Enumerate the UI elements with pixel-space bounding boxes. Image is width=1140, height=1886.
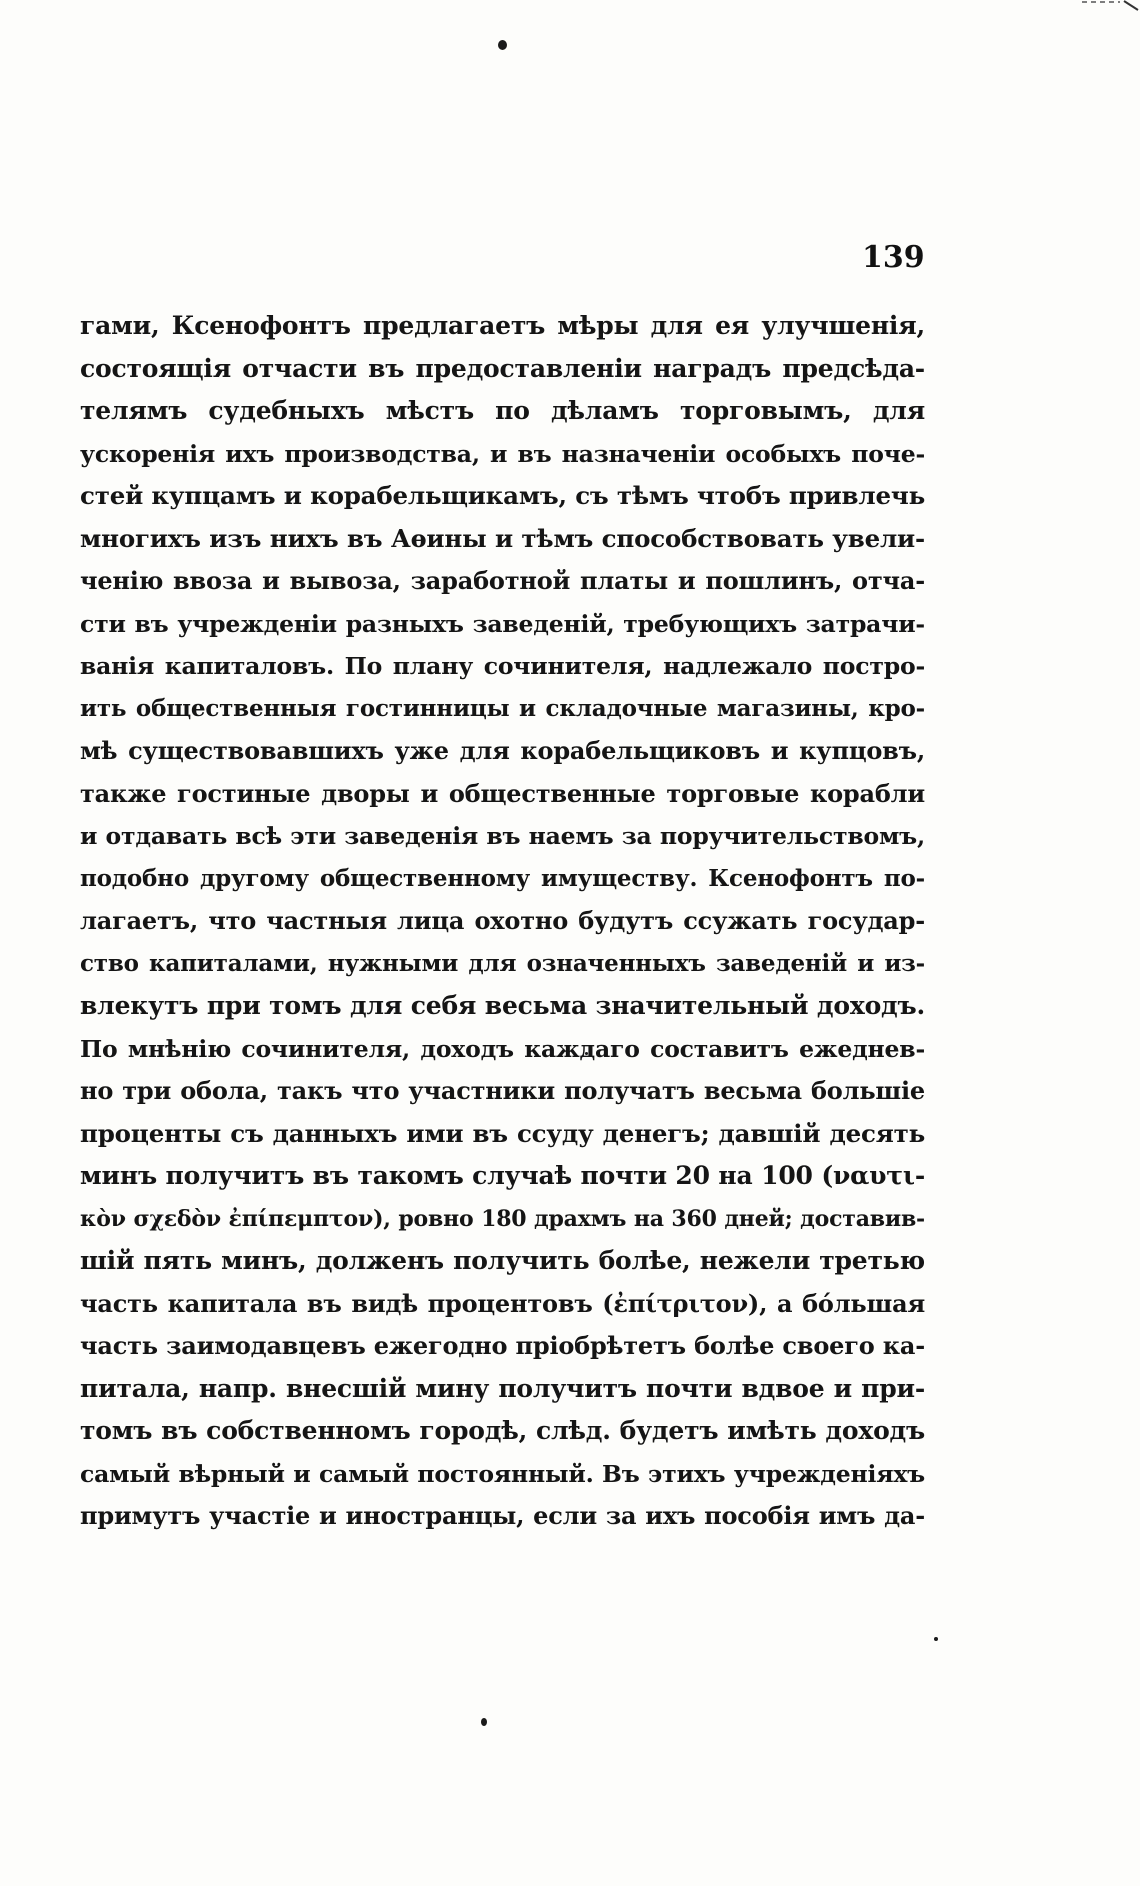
text-line: примутъ участіе и иностранцы, если за ихъ пособія имъ да- — [80, 1501, 925, 1530]
text-line: томъ въ собственномъ городѣ, слѣд. будетъ имѣть доходъ — [80, 1416, 925, 1445]
text-line: лагаетъ, что частныя лица охотно будутъ ссужать государ- — [80, 906, 925, 935]
text-line: многихъ изъ нихъ въ Аѳины и тѣмъ способствовать увели- — [80, 523, 925, 553]
text-line: питала, напр. внесшій мину получитъ почти вдвое и при- — [80, 1373, 925, 1403]
text-line: и отдавать всѣ эти заведенія въ наемъ за поручительствомъ, — [80, 822, 925, 850]
text-line: минъ получитъ въ такомъ случаѣ почти 20 на 100 (ναυτι- — [80, 1161, 925, 1190]
text-line: самый вѣрный и самый постоянный. Въ этихъ учрежденіяхъ — [80, 1459, 925, 1488]
ink-speck-bottom — [481, 1718, 487, 1726]
ink-speck-top — [498, 40, 507, 50]
text-line: ускоренія ихъ производства, и въ назначеніи особыхъ поче- — [80, 439, 925, 468]
text-line: стей купцамъ и корабельщикамъ, съ тѣмъ чтобъ привлечь — [80, 481, 925, 510]
ink-speck-right-bottom — [934, 1637, 938, 1641]
scan-edge-mark — [1080, 0, 1140, 14]
text-line: шій пять минъ, долженъ получить болѣе, нежели третью — [80, 1246, 925, 1275]
text-line: но три обола, такъ что участники получатъ весьма большіе — [80, 1076, 925, 1105]
text-line: ить общественныя гостинницы и складочные магазины, кро- — [80, 694, 925, 722]
body-text — [80, 305, 925, 1538]
text-line: мѣ существовавшихъ уже для корабельщиковъ и купцовъ, — [80, 736, 925, 765]
text-line: подобно другому общественному имуществу. Ксенофонтъ по- — [80, 864, 925, 892]
text-line: ство капиталами, нужными для означенныхъ заведеній и из- — [80, 949, 925, 977]
text-line: влекутъ при томъ для себя весьма значительный доходъ. — [80, 991, 925, 1020]
text-line: состоящія отчасти въ предоставленіи наградъ предсѣда- — [80, 353, 925, 383]
text-line: сти въ учрежденіи разныхъ заведеній, требующихъ затрачи- — [80, 609, 925, 638]
text-line: телямъ судебныхъ мѣстъ по дѣламъ торговымъ, для — [80, 396, 925, 425]
text-line: гами, Ксенофонтъ предлагаетъ мѣры для ея улучшенія, — [80, 311, 925, 340]
page-number: 139 — [862, 240, 925, 275]
text-line: По мнѣнію сочинителя, доходъ каждаго составитъ ежеднев- — [80, 1034, 925, 1063]
text-line: ванія капиталовъ. По плану сочинителя, надлежало постро- — [80, 652, 925, 680]
text-line: также гостиные дворы и общественные торговые корабли — [80, 778, 925, 808]
text-line: часть заимодавцевъ ежегодно пріобрѣтетъ болѣе своего ка- — [80, 1331, 925, 1360]
text-line: ченію ввоза и вывоза, заработной платы и пошлинъ, отча- — [80, 566, 925, 595]
text-line: κὸν σχεδὸν ἐπίπεμπτον), ровно 180 драхмъ на 360 дней; доставив- — [80, 1205, 925, 1232]
text-line: часть капитала въ видѣ процентовъ (ἐπίτριτον), а бо́льшая — [80, 1288, 925, 1318]
text-line: проценты съ данныхъ ими въ ссуду денегъ; давшій десять — [80, 1118, 925, 1148]
